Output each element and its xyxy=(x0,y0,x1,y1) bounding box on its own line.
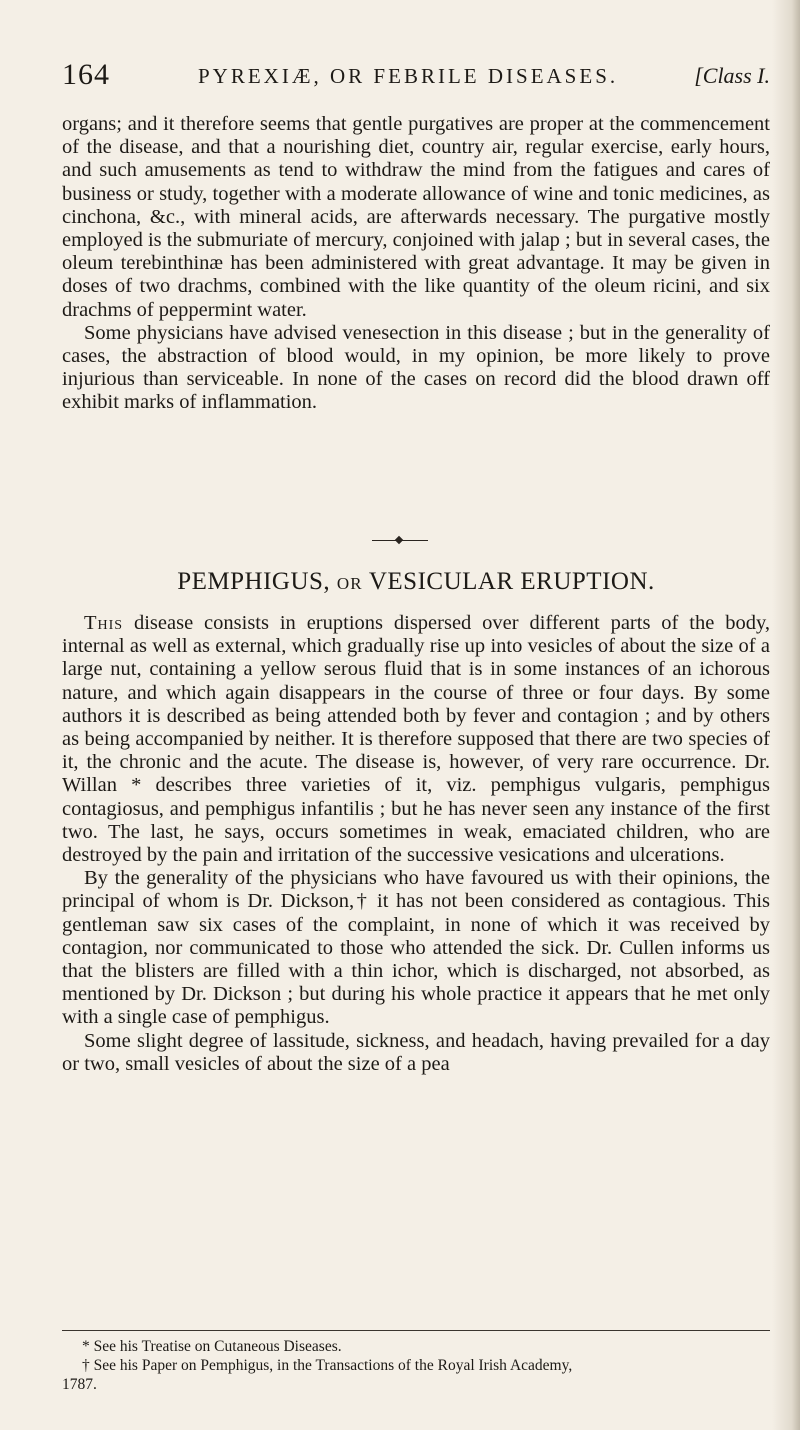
class-mark: [Class I. xyxy=(694,63,770,88)
footnotes xyxy=(62,1337,770,1394)
heading-main: PEMPHIGUS, xyxy=(177,568,331,595)
continuation-text xyxy=(62,113,770,415)
intro-paragraph-rest: disease consists in eruptions dispersed over different parts of the body, internal as well as external, which gradually rise up into vesicles of about the size of a large nut, containing a yellow serous fluid that is in some instances of an ichorous nature, and which again disappears in the course of three or four days. By some authors it is described as being attended both by fever and contagion ; and by others as being accompanied by neither. It is therefore supposed that there are two species of it, the chronic and the acute. The disease is, however, of very rare occurrence. Dr. Willan * describes three varieties of it, viz. pemphigus vulgaris, pemphigus contagiosus, and pemphigus infantilis ; but he has never seen any instance of the first two. The last, he says, occurs sometimes in weak, emaciated children, who are destroyed by the pain and irritation of the successive vesications and ulcerations. xyxy=(62,612,770,867)
footnote-1: * See his Treatise on Cutaneous Diseases. xyxy=(82,1338,342,1355)
divider-diamond xyxy=(395,536,403,544)
heading-or: OR xyxy=(336,574,363,593)
page-number: 164 xyxy=(62,58,110,91)
continuation-paragraph: organs; and it therefore seems that gentle purgatives are proper at the commencement of the disease, and that a nourishing diet, country air, regular exercise, early hours, and such amusements as tend to withdraw the mind from the fatigues and cares of business or study, together with a moderate allowance of wine and tonic medicines, as cinchona, &c., with mineral acids, are afterwards necessary. The purgative mostly employed is the submuriate of mercury, conjoined with jalap ; but in several cases, the oleum terebinthinæ has been administered with great advantage. It may be given in doses of two drachms, combined with the like quantity of the oleum ricini, and six drachms of peppermint water. xyxy=(62,113,770,321)
page-edge-shadow xyxy=(772,0,800,1430)
contagion-paragraph: By the generality of the physicians who have favoured us with their opinions, the principal of whom is Dr. Dickson,† it has not been considered as contagious. This gentleman saw six cases of the complaint, in none of which it was received by contagion, nor communicated to those who attended the sick. Dr. Cullen informs us that the blisters are filled with a thin ichor, which is discharged, not absorbed, as mentioned by Dr. Dickson ; but during his whole practice it appears that he met only with a single case of pemphigus. xyxy=(62,867,770,1029)
footnote-2: † See his Paper on Pemphigus, in the Transactions of the Royal Irish Academy, xyxy=(82,1357,573,1374)
symptoms-paragraph: Some slight degree of lassitude, sickness, and headach, having prevailed for a day or two, small vesicles of about the size of a pea xyxy=(62,1029,770,1075)
first-word: This xyxy=(84,612,124,634)
footnote-rule xyxy=(62,1330,770,1331)
pemphigus-intro-paragraph xyxy=(62,612,770,867)
section-divider-ornament xyxy=(372,536,428,546)
running-title: PYREXIÆ, OR FEBRILE DISEASES. xyxy=(198,64,619,88)
footnote-2-year: 1787. xyxy=(62,1376,97,1393)
section-text xyxy=(62,612,770,1076)
heading-sub: VESICULAR ERUPTION. xyxy=(368,568,655,595)
page-header xyxy=(62,58,770,98)
venesection-paragraph: Some physicians have advised venesection in this disease ; but in the generality of cases, the abstraction of blood would, in my opinion, be more likely to prove injurious than serviceable. In none of the cases on record did the blood drawn off exhibit marks of inflammation. xyxy=(62,321,770,414)
section-heading xyxy=(62,568,770,596)
